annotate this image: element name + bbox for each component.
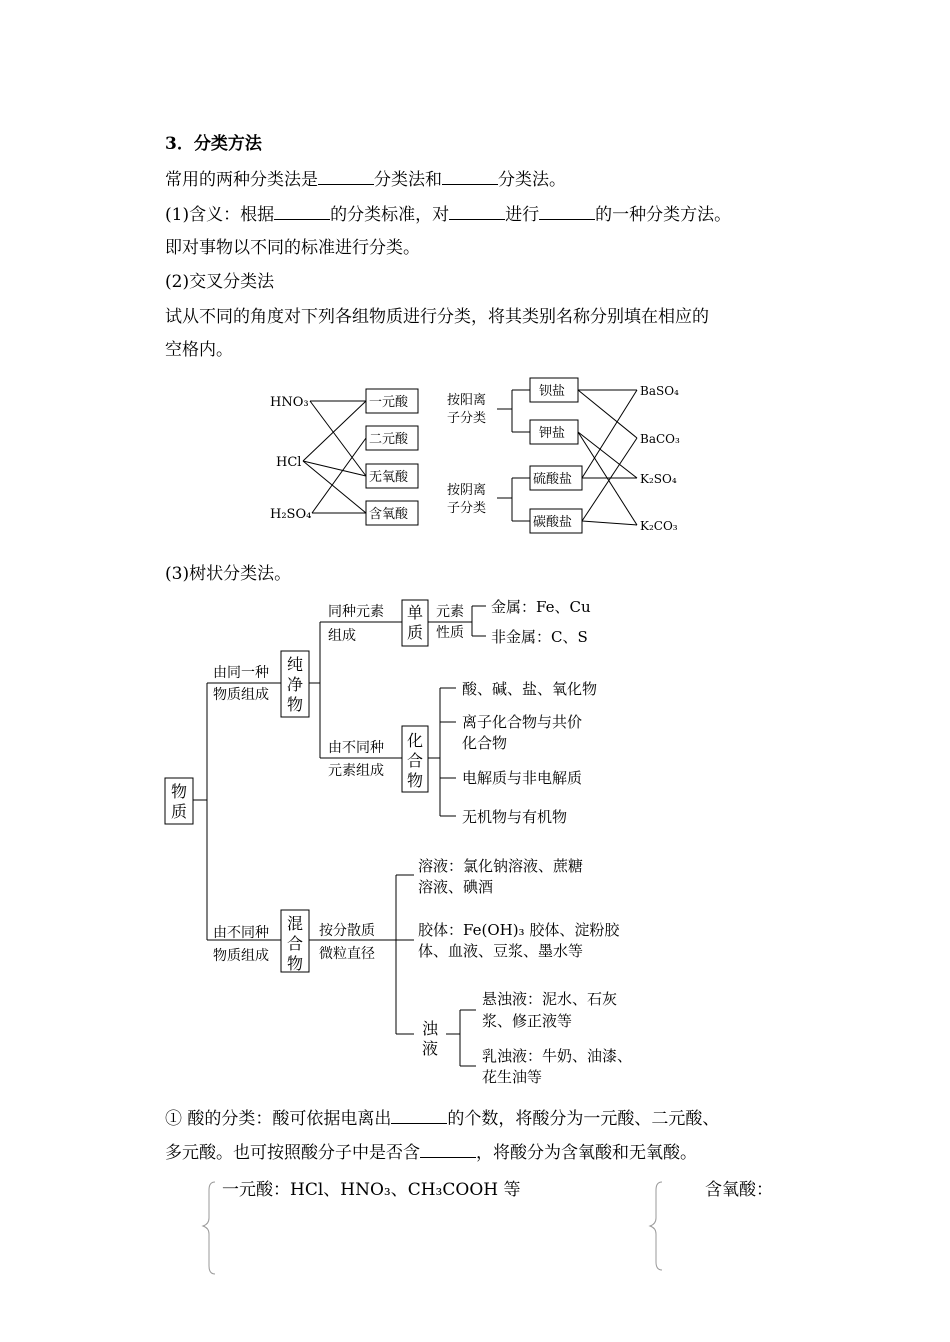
box-diprotic: 二元酸 bbox=[369, 432, 409, 447]
box-potassium-salt: 钾盐 bbox=[539, 426, 566, 441]
paragraph-instruction-2: 空格内。 bbox=[165, 340, 233, 360]
comp-item-3: 电解质与非电解质 bbox=[462, 769, 583, 787]
suspension-1: 悬浊液：泥水、石灰 bbox=[482, 990, 618, 1008]
section-heading: 3．分类方法 bbox=[165, 134, 262, 154]
pure-label-2: 物质组成 bbox=[213, 687, 269, 703]
text: 的分类标准，对 bbox=[330, 205, 450, 225]
subheading-cross: (2)交叉分类法 bbox=[165, 272, 275, 292]
emulsion-2: 花生油等 bbox=[482, 1068, 543, 1086]
group-cation-2: 子分类 bbox=[447, 411, 487, 426]
disp-label-1: 按分散质 bbox=[319, 923, 375, 939]
paragraph-instruction: 试从不同的角度对下列各组物质进行分类，将其类别名称分别填在相应的 bbox=[165, 307, 709, 327]
comp-char-3: 物 bbox=[407, 771, 424, 790]
box-monoprotic: 一元酸 bbox=[369, 395, 409, 410]
text: 的一种分类方法。 bbox=[595, 205, 732, 225]
brace-right-item: 含氧酸： bbox=[705, 1180, 773, 1200]
root-char-1: 物 bbox=[171, 782, 188, 801]
emulsion-1: 乳浊液：牛奶、油漆、 bbox=[482, 1047, 633, 1065]
comp-label-2: 元素组成 bbox=[328, 763, 384, 779]
text: 常用的两种分类法是 bbox=[165, 170, 318, 190]
substance-h2so4: H₂SO₄ bbox=[270, 507, 312, 522]
pure-label-1: 由同一种 bbox=[213, 665, 269, 681]
text: 的个数，将酸分为一元酸、二元酸、 bbox=[447, 1109, 720, 1129]
pure-char-3: 物 bbox=[287, 695, 304, 714]
substance-baso4: BaSO₄ bbox=[640, 384, 679, 398]
mix-char-2: 合 bbox=[287, 934, 304, 953]
elem-prop-1: 元素 bbox=[436, 604, 464, 620]
turbid-char-2: 液 bbox=[422, 1039, 439, 1058]
box-oxyacid: 含氧酸 bbox=[369, 507, 409, 522]
substance-hcl: HCl bbox=[276, 455, 302, 470]
mix-char-3: 物 bbox=[287, 954, 304, 973]
colloid-1: 胶体：Fe(OH)₃ 胶体、淀粉胶 bbox=[418, 921, 620, 939]
box-carbonate: 碳酸盐 bbox=[533, 515, 573, 530]
elem-prop-2: 性质 bbox=[436, 625, 464, 641]
mix-label-2: 物质组成 bbox=[213, 948, 269, 964]
colloid-2: 体、血液、豆浆、墨水等 bbox=[418, 942, 584, 960]
substance-k2so4: K₂SO₄ bbox=[640, 472, 677, 486]
elem-char-1: 单 bbox=[407, 603, 424, 622]
metal: 金属：Fe、Cu bbox=[491, 598, 591, 616]
suspension-2: 浆、修正液等 bbox=[482, 1012, 573, 1030]
group-cation-1: 按阳离 bbox=[447, 393, 487, 408]
elem-label-2: 组成 bbox=[328, 628, 356, 644]
comp-item-1: 酸、碱、盐、氧化物 bbox=[462, 680, 598, 698]
comp-char-1: 化 bbox=[407, 731, 424, 750]
elem-label-1: 同种元素 bbox=[328, 604, 384, 620]
subheading-tree: (3)树状分类法。 bbox=[165, 564, 292, 584]
elem-char-2: 质 bbox=[407, 623, 424, 642]
text: (1)含义：根据 bbox=[165, 205, 275, 225]
substance-baco3: BaCO₃ bbox=[640, 432, 680, 446]
root-char-2: 质 bbox=[171, 802, 188, 821]
text: ① 酸的分类：酸可依据电离出 bbox=[165, 1109, 392, 1129]
pure-char-1: 纯 bbox=[287, 655, 304, 674]
text: 进行 bbox=[505, 205, 540, 225]
group-anion-2: 子分类 bbox=[447, 501, 487, 516]
substance-hno3: HNO₃ bbox=[270, 395, 309, 410]
turbid-char-1: 浊 bbox=[422, 1019, 439, 1038]
text: ，将酸分为含氧酸和无氧酸。 bbox=[476, 1143, 697, 1163]
pure-char-2: 净 bbox=[287, 675, 304, 694]
comp-item-4: 无机物与有机物 bbox=[462, 808, 568, 826]
paragraph-definition-2: 即对事物以不同的标准进行分类。 bbox=[165, 238, 420, 258]
text: 分类法和 bbox=[374, 170, 442, 190]
mix-label-1: 由不同种 bbox=[213, 925, 269, 941]
comp-item-2b: 化合物 bbox=[462, 734, 508, 752]
box-barium-salt: 钡盐 bbox=[539, 384, 566, 399]
text: 多元酸。也可按照酸分子中是否含 bbox=[165, 1143, 420, 1163]
comp-char-2: 合 bbox=[407, 751, 424, 770]
disp-label-2: 微粒直径 bbox=[319, 946, 375, 962]
solution-2: 溶液、碘酒 bbox=[418, 878, 494, 896]
mix-char-1: 混 bbox=[287, 914, 304, 933]
solution-1: 溶液：氯化钠溶液、蔗糖 bbox=[418, 857, 584, 875]
box-oxygen-free: 无氧酸 bbox=[369, 470, 409, 485]
box-sulfate: 硫酸盐 bbox=[533, 472, 573, 487]
group-anion-1: 按阴离 bbox=[447, 483, 487, 498]
brace-left-item: 一元酸：HCl、HNO₃、CH₃COOH 等 bbox=[222, 1180, 521, 1200]
substance-k2co3: K₂CO₃ bbox=[640, 519, 678, 533]
comp-item-2: 离子化合物与共价 bbox=[462, 713, 583, 731]
text: 分类法。 bbox=[498, 170, 566, 190]
comp-label-1: 由不同种 bbox=[328, 740, 384, 756]
nonmetal: 非金属：C、S bbox=[491, 628, 588, 646]
